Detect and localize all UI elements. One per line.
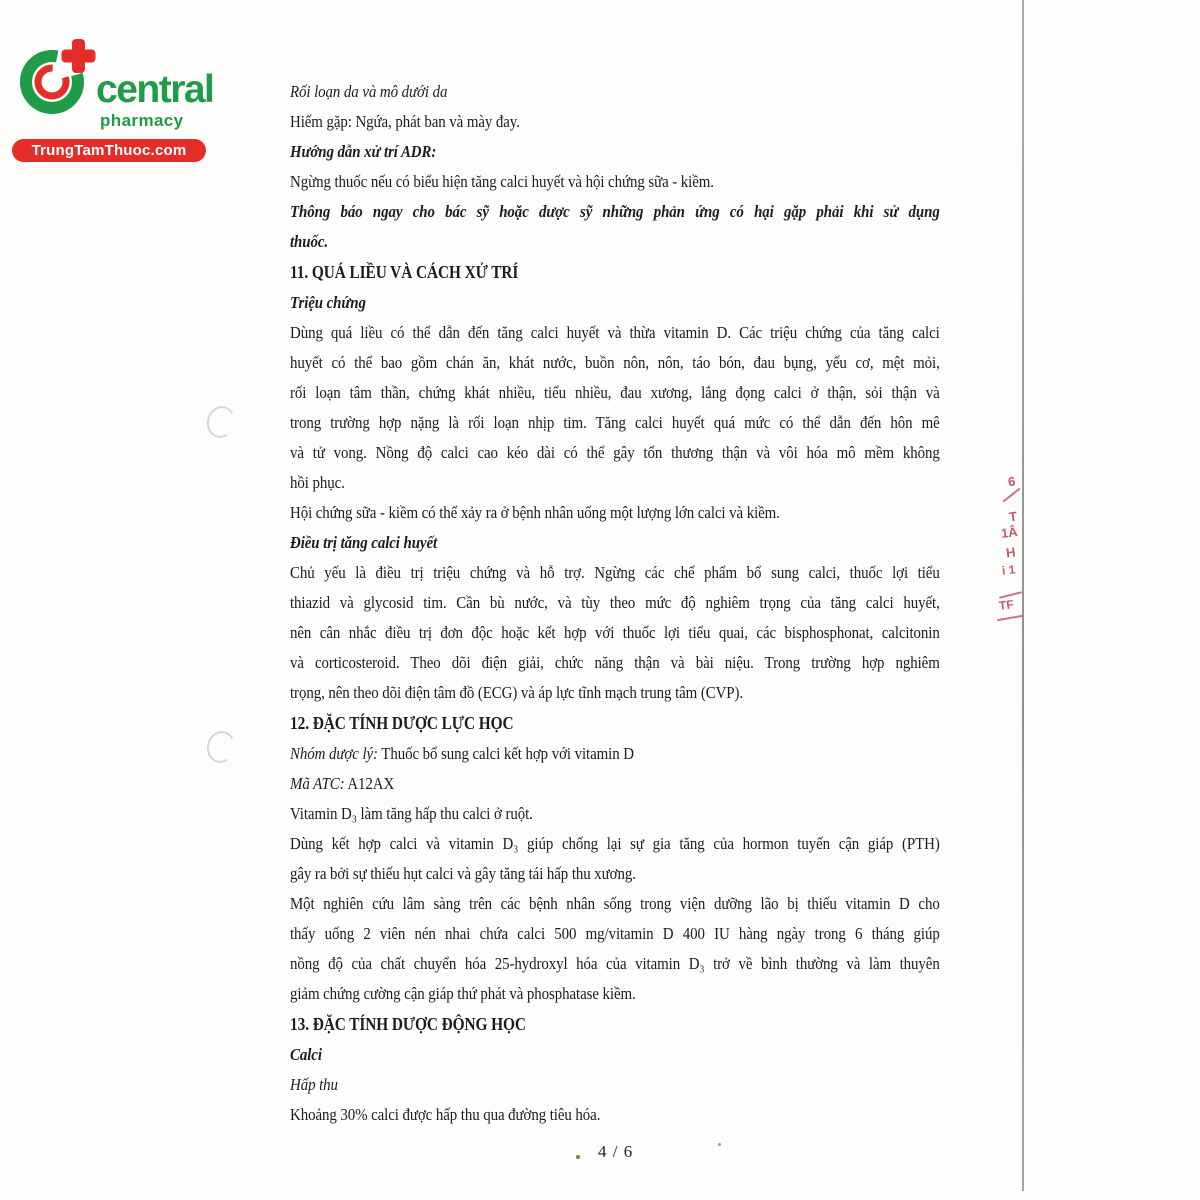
text-segment: Dùng kết hợp calci và vitamin D₃ giúp chống lại sự gia tăng của hormon tuyến cận giáp (PTH) (290, 834, 940, 853)
footer-tick (718, 1143, 721, 1146)
document-line (290, 949, 940, 979)
text-segment: Thuốc bổ sung calci kết hợp với vitamin D (377, 744, 634, 763)
text-segment: Khoảng 30% calci được hấp thu qua đường tiêu hóa. (290, 1105, 601, 1124)
stamp-fragment: T (1008, 508, 1018, 525)
brand-subtitle: pharmacy (100, 111, 184, 130)
text-segment: Hội chứng sữa - kiềm có thể xảy ra ở bệnh nhân uống một lượng lớn calci và kiềm. (290, 503, 780, 522)
document-line (290, 107, 940, 137)
pharmacy-cross-icon (12, 28, 107, 128)
document-line (290, 408, 940, 438)
brand-name: central (96, 68, 214, 111)
text-segment: nồng độ của chất chuyển hóa 25-hydroxyl hóa của vitamin D₃ trở về bình thường và làm thuyên (290, 954, 940, 973)
stamp-fragment: H (1005, 544, 1017, 561)
document-line (290, 618, 940, 648)
text-segment: Một nghiên cứu lâm sàng trên các bệnh nhân sống trong viện dưỡng lão bị thiếu vitamin D cho (290, 894, 940, 913)
text-segment: Mã ATC: (290, 774, 345, 793)
text-segment: Hấp thu (290, 1075, 338, 1094)
page-number-indicator: 4 / 6 (598, 1142, 634, 1161)
document-line (290, 348, 940, 378)
document-line (290, 588, 940, 618)
document-line (290, 137, 940, 167)
document-line (290, 829, 940, 859)
text-segment: huyết có thể bao gồm chán ăn, khát nước, buồn nôn, nôn, táo bón, đau bụng, yếu cơ, mệt mỏi, (290, 353, 940, 372)
document-line (290, 318, 940, 348)
document-line (290, 378, 940, 408)
punch-hole-mark-bottom (204, 728, 239, 766)
text-segment: Nhóm dược lý: (290, 744, 378, 763)
stamp-fragment: 1Â (1000, 524, 1019, 541)
document-line (290, 197, 940, 227)
document-line (290, 799, 940, 829)
text-segment: và corticosteroid. Theo dõi điện giải, chức năng thận và bài niệu. Trong trường hợp nghiêm (290, 653, 940, 672)
document-line (290, 1100, 940, 1130)
text-segment: Rối loạn da và mô dưới da (290, 82, 448, 101)
text-segment: thấy uống 2 viên nén nhai chứa calci 500 mg/vitamin D 400 IU hàng ngày trong 6 tháng giúp (290, 924, 940, 943)
document-line (290, 1070, 940, 1100)
document-line (290, 1009, 940, 1040)
document-line (290, 227, 940, 257)
stamp-fragment: TF (998, 597, 1015, 613)
text-segment: Hiếm gặp: Ngứa, phát ban và mày đay. (290, 112, 520, 131)
document-line (290, 438, 940, 468)
document-line (290, 708, 940, 739)
document-line (290, 77, 940, 107)
document-line (290, 498, 940, 528)
document-line (290, 1040, 940, 1070)
stamp-fragment: 6 (1007, 473, 1017, 490)
text-segment: Calci (290, 1045, 322, 1064)
document-line (290, 528, 940, 558)
text-segment: Vitamin D₃ làm tăng hấp thu calci ở ruột. (290, 804, 533, 823)
text-segment: trọng, nên theo dõi điện tâm đồ (ECG) và áp lực tĩnh mạch trung tâm (CVP). (290, 683, 744, 702)
central-pharmacy-logo (12, 28, 242, 159)
text-segment: Hướng dẫn xử trí ADR: (290, 142, 437, 161)
document-line (290, 558, 940, 588)
footer-dot (576, 1155, 580, 1159)
document-line (290, 257, 940, 288)
document-line (290, 769, 940, 799)
document-line (290, 678, 940, 708)
text-segment: 12. ĐẶC TÍNH DƯỢC LỰC HỌC (290, 713, 514, 733)
document-line (290, 468, 940, 498)
stamp-fragment: i 1 (1001, 562, 1017, 578)
text-segment: Ngừng thuốc nếu có biểu hiện tăng calci huyết và hội chứng sữa - kiềm. (290, 172, 714, 191)
document-line (290, 648, 940, 678)
document-line (290, 859, 940, 889)
document-line (290, 979, 940, 1009)
text-segment: trong trường hợp nặng là rối loạn nhịp tim. Tăng calci huyết quá mức có thể dẫn đến hôn mê (290, 413, 940, 432)
document-line (290, 167, 940, 197)
text-segment: rối loạn tâm thần, chứng khát nhiều, tiểu nhiều, đau xương, lắng đọng calci ở thận, sỏi thận và (290, 383, 940, 402)
text-segment: Dùng quá liều có thể dẫn đến tăng calci huyết và thừa vitamin D. Các triệu chứng của tăng calci (290, 323, 940, 342)
document-body (290, 77, 940, 1130)
text-segment: hồi phục. (290, 473, 345, 492)
text-segment: thiazid và glycosid tim. Cần bù nước, và tùy theo mức độ nghiêm trọng của tăng calci huyết, (290, 593, 940, 612)
text-segment: gây ra bởi sự thiếu hụt calci và gây tăng tái hấp thu xương. (290, 864, 636, 883)
text-segment: A12AX (344, 774, 395, 793)
text-segment: và tử vong. Nồng độ calci cao kéo dài có thể gây tổn thương thận và vôi hóa mô mềm không (290, 443, 940, 462)
brand-badge: TrungTamThuoc.com (12, 139, 206, 162)
punch-hole-mark-top (204, 403, 239, 441)
text-segment: giảm chứng cường cận giáp thứ phát và phosphatase kiềm. (290, 984, 636, 1003)
document-line (290, 889, 940, 919)
text-segment: 13. ĐẶC TÍNH DƯỢC ĐỘNG HỌC (290, 1014, 526, 1034)
document-line (290, 739, 940, 769)
text-segment: Điều trị tăng calci huyết (290, 533, 438, 552)
text-segment: 11. QUÁ LIỀU VÀ CÁCH XỬ TRÍ (290, 262, 519, 282)
text-segment: Chủ yếu là điều trị triệu chứng và hỗ trợ. Ngừng các chế phẩm bổ sung calci, thuốc lợi tiểu (290, 563, 940, 582)
red-stamp-fragments (996, 468, 1023, 628)
document-line (290, 288, 940, 318)
text-segment: Thông báo ngay cho bác sỹ hoặc dược sỹ những phản ứng có hại gặp phải khi sử dụng (290, 202, 940, 221)
text-segment: nên cân nhắc điều trị đơn độc hoặc kết hợp với thuốc lợi tiểu quai, các bisphosphonat, calcitonin (290, 623, 940, 642)
text-segment: thuốc. (290, 232, 329, 251)
text-segment: Triệu chứng (290, 293, 366, 312)
document-line (290, 919, 940, 949)
